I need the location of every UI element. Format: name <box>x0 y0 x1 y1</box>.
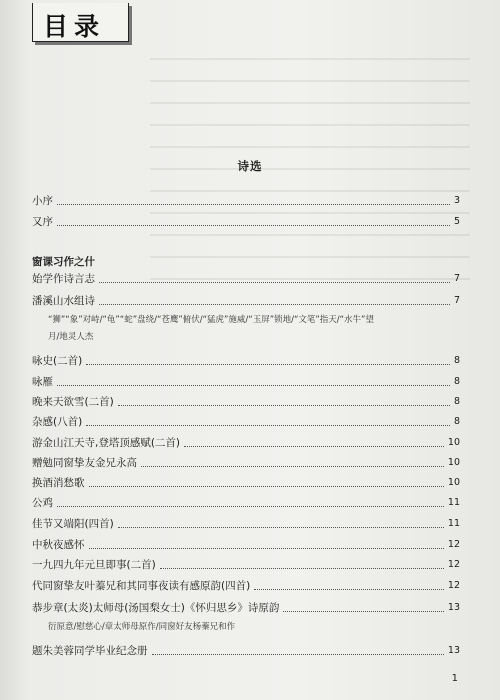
toc-entry-page: 8 <box>453 396 460 407</box>
toc-entry[interactable] <box>32 599 460 615</box>
toc-entry-title: 小序 <box>32 195 53 207</box>
toc-entry[interactable] <box>32 213 460 229</box>
toc-entry[interactable] <box>32 192 460 208</box>
toc-entry[interactable] <box>32 393 460 409</box>
toc-entry-page: 8 <box>453 376 460 387</box>
toc-entry-title: 公鸡 <box>32 497 53 509</box>
toc-entry-note-text: “狮”“象”对峙/“龟”“蛇”盘绕/“苍鹰”俯伏/“猛虎”施威/“玉屏”锁地/“文笔”指天/“水牛”望 <box>48 315 374 325</box>
toc-entry-page: 7 <box>453 273 460 284</box>
toc-entry-note <box>48 330 448 344</box>
toc-entry-page: 13 <box>447 602 460 613</box>
dot-leader <box>89 548 444 549</box>
toc-entry-page: 10 <box>447 477 460 488</box>
toc-entry-title: 佳节又端阳(四首) <box>32 518 114 530</box>
dot-leader <box>118 527 444 528</box>
toc-entry-page: 12 <box>447 580 460 591</box>
dot-leader <box>254 589 444 590</box>
dot-leader <box>57 204 450 205</box>
toc-entry-title: 杂感(八首) <box>32 416 83 428</box>
title-box <box>32 3 129 42</box>
toc-entry-title: 代同窗挚友叶蓁兄和其同事夜读有感原韵(四首) <box>32 580 251 592</box>
toc-entry-title: 恭步章(太炎)太师母(汤国梨女士)《怀归思乡》诗原韵 <box>32 602 280 614</box>
toc-entry-title: 题朱美蓉同学毕业纪念册 <box>32 645 148 657</box>
dot-leader <box>118 405 450 406</box>
toc-entry-page: 10 <box>447 437 460 448</box>
toc-entry[interactable] <box>32 270 460 286</box>
section-heading: 诗选 <box>237 159 263 173</box>
toc-entry-page: 5 <box>453 216 460 227</box>
toc-entry-title: 潘溪山水组诗 <box>32 295 95 307</box>
toc-entry[interactable] <box>32 373 460 389</box>
dot-leader <box>141 466 444 467</box>
toc-entry-note-text: 月/地灵人杰 <box>48 332 94 342</box>
dot-leader <box>160 568 444 569</box>
toc-entry-title: 中秋夜感怀 <box>32 539 85 551</box>
page-number: 1 <box>451 673 458 684</box>
toc-entry[interactable] <box>32 413 460 429</box>
toc-entry-note <box>48 620 448 634</box>
dot-leader <box>99 282 450 283</box>
toc-entry-title: 游金山江天寺,登塔顶感赋(二首) <box>32 437 181 449</box>
toc-entry[interactable] <box>32 434 460 450</box>
dot-leader <box>57 385 450 386</box>
toc-entry-page: 11 <box>447 518 460 529</box>
toc-entry-note <box>48 313 448 327</box>
toc-entry-page: 12 <box>447 559 460 570</box>
toc-entry[interactable] <box>32 642 460 658</box>
toc-entry-page: 8 <box>453 416 460 427</box>
dot-leader <box>57 225 450 226</box>
dot-leader <box>57 506 444 507</box>
toc-entry-title: 咏雁 <box>32 376 53 388</box>
dot-leader <box>86 364 450 365</box>
dot-leader <box>184 446 444 447</box>
toc-entry[interactable] <box>32 292 460 308</box>
toc-entry-title: 始学作诗言志 <box>32 273 95 285</box>
toc-entry-title: 赠勉同窗挚友金兄永高 <box>32 457 137 469</box>
toc-entry[interactable] <box>32 454 460 470</box>
toc-entry[interactable] <box>32 515 460 531</box>
toc-entry-page: 8 <box>453 355 460 366</box>
toc-entry-page: 10 <box>447 457 460 468</box>
toc-entry-title: 咏史(二首) <box>32 355 83 367</box>
dot-leader <box>152 654 444 655</box>
toc-entry-page: 12 <box>447 539 460 550</box>
toc-entry[interactable] <box>32 352 460 368</box>
toc-entry-title: 晚来天欲雪(二首) <box>32 396 114 408</box>
toc-entry-title: 换酒消愁歌 <box>32 477 85 489</box>
toc-entry[interactable] <box>32 556 460 572</box>
dot-leader <box>86 425 450 426</box>
dot-leader <box>99 304 450 305</box>
toc-entry[interactable] <box>32 474 460 490</box>
toc-entry[interactable] <box>32 494 460 510</box>
toc-entry-page: 3 <box>453 195 460 206</box>
dot-leader <box>89 486 444 487</box>
toc-entry-note-text: 衍原意/慰慈心/章太师母原作/同窗好友杨蓁兄和作 <box>48 622 236 632</box>
toc-entry-page: 7 <box>453 295 460 306</box>
page-title: 目录 <box>43 12 106 41</box>
toc-entry-title: 又序 <box>32 216 53 228</box>
toc-entry[interactable] <box>32 536 460 552</box>
group-heading: 窗课习作之什 <box>32 256 95 268</box>
toc-entry[interactable] <box>32 577 460 593</box>
toc-entry-title: 一九四九年元旦即事(二首) <box>32 559 156 571</box>
toc-entry-page: 13 <box>447 645 460 656</box>
dot-leader <box>283 611 444 612</box>
toc-entry-page: 11 <box>447 497 460 508</box>
